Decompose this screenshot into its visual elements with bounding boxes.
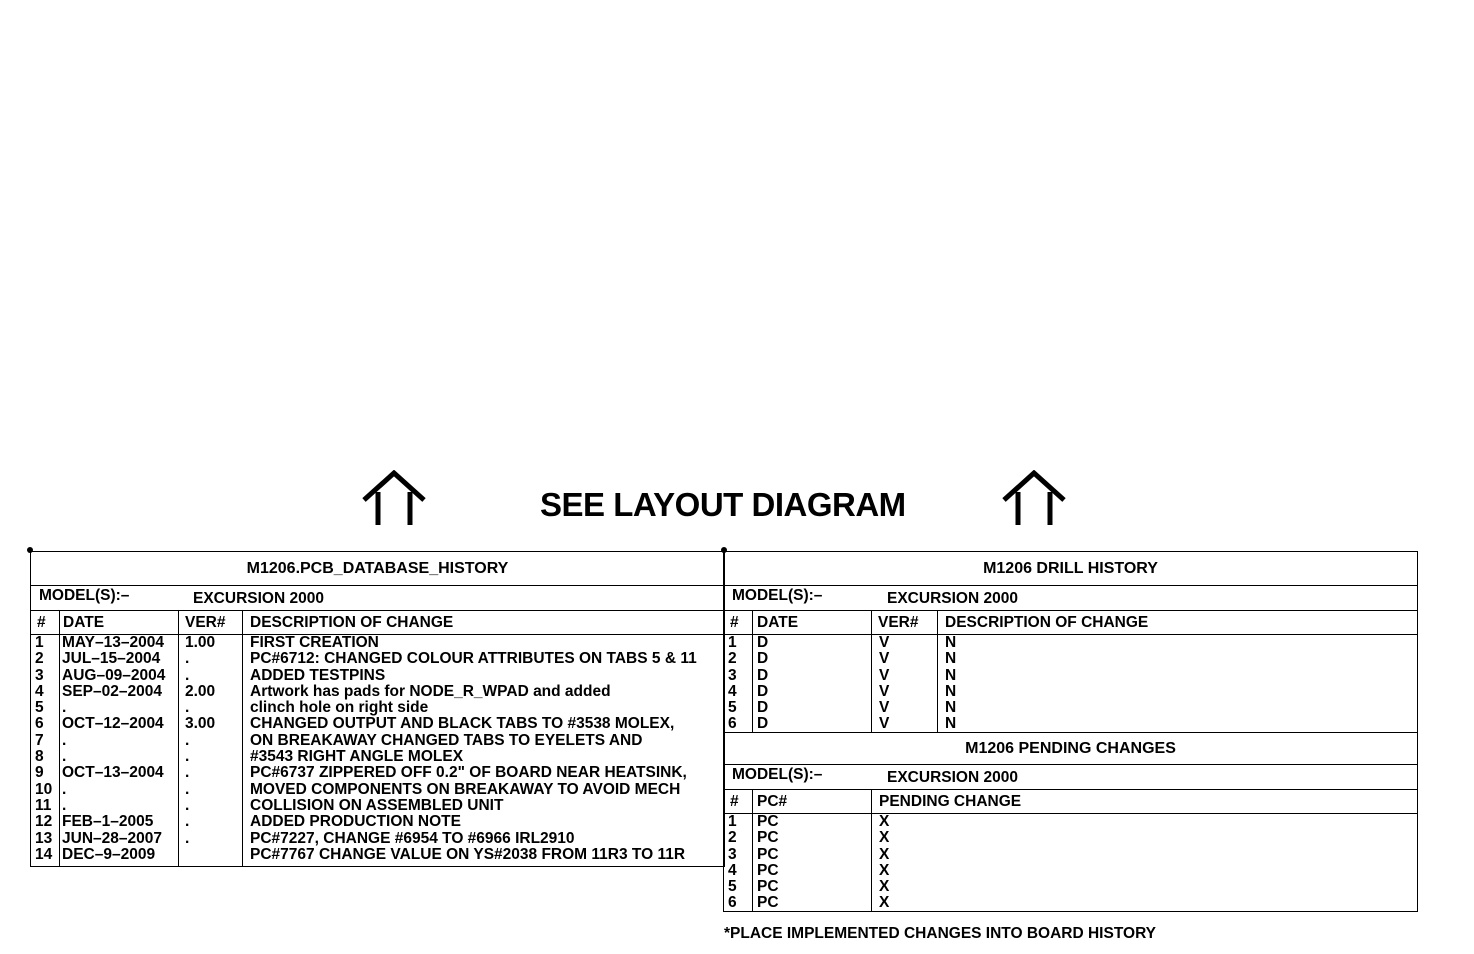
table-row-description: PC#7767 CHANGE VALUE ON YS#2038 FROM 11R3 TO 11R — [250, 845, 686, 863]
table-row-number: 6 — [728, 715, 737, 733]
table-row-description: N — [945, 650, 957, 668]
table-row-description: PC#7227, CHANGE #6954 TO #6966 IRL2910 — [250, 829, 575, 847]
pending-number-column — [728, 814, 737, 912]
table-row-number: 1 — [35, 634, 44, 651]
table-row-date: OCT–13–2004 — [62, 764, 164, 782]
table-row-description: PC#6737 ZIPPERED OFF 0.2" OF BOARD NEAR HEATSINK, — [250, 764, 687, 782]
pending-change-column — [879, 814, 889, 912]
pcb-col-number: # — [37, 614, 46, 631]
table-row-number: 3 — [728, 845, 737, 863]
table-row-ver: 3.00 — [185, 715, 216, 733]
table-row-ver: . — [185, 699, 190, 717]
table-row-number: 3 — [728, 666, 737, 684]
table-row-ver: V — [879, 634, 890, 651]
drill-date-column — [757, 635, 768, 733]
table-row-date: FEB–1–2005 — [62, 813, 154, 831]
table-row-number: 9 — [35, 764, 44, 782]
table-row-date: D — [757, 715, 769, 733]
table-row-date: SEP–02–2004 — [62, 682, 162, 700]
pcb-col-ver: VER# — [185, 614, 226, 631]
table-row-number: 2 — [35, 650, 44, 668]
table-row-number: 7 — [35, 731, 44, 749]
pending-col-pc: PC# — [757, 793, 788, 810]
pcb-col-description: DESCRIPTION OF CHANGE — [250, 614, 454, 631]
drill-col-description: DESCRIPTION OF CHANGE — [945, 614, 1149, 631]
table-row-description: clinch hole on right side — [250, 699, 429, 717]
table-row-change: X — [879, 878, 890, 896]
table-row-ver: V — [879, 715, 890, 733]
table-row-pc: PC — [757, 813, 779, 830]
table-row-number: 12 — [35, 813, 53, 831]
pcb-history-title: M1206.PCB_DATABASE_HISTORY — [246, 560, 509, 577]
table-row-date: D — [757, 699, 769, 717]
table-row-description: ADDED TESTPINS — [250, 666, 386, 684]
drill-history-title: M1206 DRILL HISTORY — [983, 560, 1158, 577]
table-row-change: X — [879, 894, 890, 912]
table-row-ver: 1.00 — [185, 634, 216, 651]
table-row-number: 6 — [728, 894, 737, 912]
table-row-date: . — [62, 796, 67, 814]
table-row-date: MAY–13–2004 — [62, 634, 164, 651]
table-row-description: N — [945, 715, 957, 733]
table-row-description: FIRST CREATION — [250, 634, 379, 651]
table-row-number: 5 — [728, 878, 737, 896]
table-row-date: D — [757, 682, 769, 700]
table-row-ver: . — [185, 748, 190, 766]
table-row-description: COLLISION ON ASSEMBLED UNIT — [250, 796, 504, 814]
table-row-ver: V — [879, 650, 890, 668]
drill-models-value: EXCURSION 2000 — [887, 590, 1018, 607]
table-row-change: X — [879, 845, 890, 863]
table-row-description: ON BREAKAWAY CHANGED TABS TO EYELETS AND — [250, 731, 643, 749]
table-row-ver — [185, 847, 215, 863]
table-row-date: D — [757, 634, 769, 651]
table-row-pc: PC — [757, 845, 779, 863]
table-row-date: . — [62, 748, 67, 766]
table-row-ver: . — [185, 780, 190, 798]
table-row-number: 10 — [35, 780, 53, 798]
table-row-number: 4 — [728, 682, 737, 700]
table-row-ver: . — [185, 796, 190, 814]
table-row-ver: . — [185, 666, 190, 684]
table-row-description: #3543 RIGHT ANGLE MOLEX — [250, 748, 464, 766]
up-arrow-icon — [1000, 470, 1068, 528]
pcb-ver-column — [185, 635, 215, 863]
table-row-description: N — [945, 699, 957, 717]
table-row-description: PC#6712: CHANGED COLOUR ATTRIBUTES ON TABS 5 & 11 — [250, 650, 697, 668]
pending-pc-column — [757, 814, 779, 912]
table-row-number: 3 — [35, 666, 44, 684]
drill-col-date: DATE — [757, 614, 799, 631]
table-row-ver: 2.00 — [185, 682, 216, 700]
up-arrow-icon — [360, 470, 428, 528]
pcb-number-column — [35, 635, 52, 863]
drill-models-label: MODEL(S):– — [732, 587, 823, 604]
table-row-ver: . — [185, 829, 190, 847]
table-row-number: 4 — [35, 682, 44, 700]
pcb-date-column — [62, 635, 165, 863]
table-row-number: 8 — [35, 748, 44, 766]
table-row-date: JUN–28–2007 — [62, 829, 162, 847]
pcb-description-column — [250, 635, 697, 863]
table-row-ver: . — [185, 813, 190, 831]
layout-banner — [360, 470, 1070, 530]
table-row-date: JUL–15–2004 — [62, 650, 161, 668]
table-row-ver: V — [879, 666, 890, 684]
table-row-pc: PC — [757, 861, 779, 879]
table-row-date: DEC–9–2009 — [62, 845, 156, 863]
table-row-number: 4 — [728, 861, 737, 879]
pending-col-change: PENDING CHANGE — [879, 793, 1022, 810]
table-row-description: N — [945, 634, 957, 651]
banner-title: SEE LAYOUT DIAGRAM — [540, 486, 906, 523]
table-row-number: 1 — [728, 813, 737, 830]
drill-col-ver: VER# — [878, 614, 919, 631]
pcb-models-value: EXCURSION 2000 — [193, 590, 324, 607]
footnote: *PLACE IMPLEMENTED CHANGES INTO BOARD HISTORY — [724, 925, 1157, 942]
table-row-description: CHANGED OUTPUT AND BLACK TABS TO #3538 MOLEX, — [250, 715, 675, 733]
table-row-description: N — [945, 666, 957, 684]
table-row-number: 11 — [35, 796, 52, 814]
pcb-models-label: MODEL(S):– — [39, 587, 130, 604]
drill-description-column — [945, 635, 956, 733]
table-row-number: 2 — [728, 650, 737, 668]
drill-col-number: # — [730, 614, 739, 631]
table-row-number: 5 — [728, 699, 737, 717]
table-row-pc: PC — [757, 878, 779, 896]
table-row-description: MOVED COMPONENTS ON BREAKAWAY TO AVOID MECH — [250, 780, 681, 798]
table-row-change: X — [879, 829, 890, 847]
table-row-ver: V — [879, 699, 890, 717]
drill-history-table — [723, 551, 1418, 912]
table-row-number: 6 — [35, 715, 44, 733]
table-row-pc: PC — [757, 894, 779, 912]
table-row-number: 1 — [728, 634, 737, 651]
table-row-number: 14 — [35, 845, 53, 863]
table-row-date: D — [757, 666, 769, 684]
pending-changes-title: M1206 PENDING CHANGES — [965, 740, 1176, 757]
table-row-number: 5 — [35, 699, 44, 717]
table-row-change: X — [879, 813, 890, 830]
table-row-date: . — [62, 780, 67, 798]
table-row-description: ADDED PRODUCTION NOTE — [250, 813, 461, 831]
pending-col-number: # — [730, 793, 739, 810]
table-row-change: X — [879, 861, 890, 879]
table-row-date: AUG–09–2004 — [62, 666, 166, 684]
table-row-ver: . — [185, 764, 190, 782]
table-row-date: OCT–12–2004 — [62, 715, 164, 733]
table-row-number: 13 — [35, 829, 53, 847]
table-row-ver: V — [879, 682, 890, 700]
table-row-date: . — [62, 731, 67, 749]
table-row-pc: PC — [757, 829, 779, 847]
table-row-description: N — [945, 682, 957, 700]
drill-number-column — [728, 635, 737, 733]
table-row-ver: . — [185, 650, 190, 668]
table-row-number: 2 — [728, 829, 737, 847]
table-row-description: Artwork has pads for NODE_R_WPAD and added — [250, 682, 611, 700]
pcb-col-date: DATE — [63, 614, 105, 631]
table-row-date: . — [62, 699, 67, 717]
table-row-ver: . — [185, 731, 190, 749]
drill-ver-column — [879, 635, 889, 733]
pcb-history-table — [30, 551, 725, 867]
table-row-date: D — [757, 650, 769, 668]
pending-models-value: EXCURSION 2000 — [887, 769, 1018, 786]
pending-models-label: MODEL(S):– — [732, 766, 823, 783]
